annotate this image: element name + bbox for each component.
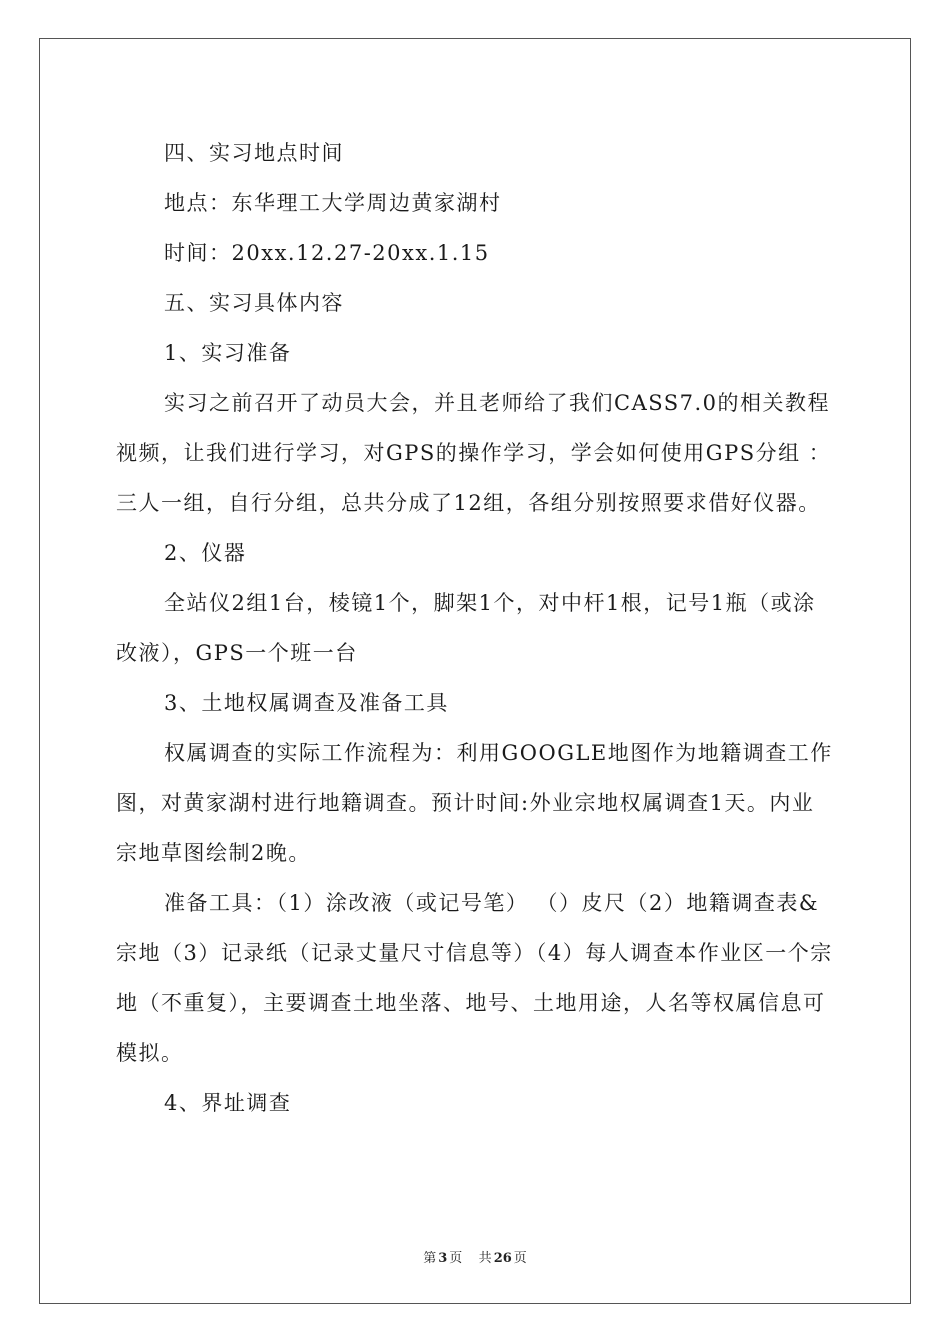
footer-page-number: 3 (438, 1251, 448, 1266)
document-body (116, 128, 836, 1128)
subheading-preparation: 1、实习准备 (164, 341, 292, 365)
footer-page-suffix: 页 (449, 1251, 463, 1266)
footer-page-prefix: 第 (423, 1251, 437, 1266)
footer-total-pages: 26 (493, 1251, 512, 1266)
paragraph-workflow: 权属调查的实际工作流程为：利用GOOGLE地图作为地籍调查工作图，对黄家湖村进行地籍调查。预计时间:外业宗地权属调查1天。内业宗地草图绘制2晚。 (116, 741, 833, 865)
location-line: 地点：东华理工大学周边黄家湖村 (164, 191, 502, 215)
paragraph-tools: 准备工具：（1）涂改液（或记号笔） （）皮尺（2）地籍调查表&宗地（3）记录纸（记录丈量尺寸信息等）（4）每人调查本作业区一个宗地（不重复），主要调查土地坐落、地号、土地用途，人名等权属信息可模拟。 (116, 891, 833, 1065)
subheading-land-survey: 3、土地权属调查及准备工具 (164, 691, 449, 715)
page-footer (0, 1247, 950, 1266)
subheading-instruments: 2、仪器 (164, 541, 247, 565)
footer-total-suffix: 页 (513, 1251, 527, 1266)
section-heading-content: 五、实习具体内容 (164, 291, 344, 315)
section-heading-location-time: 四、实习地点时间 (164, 141, 344, 165)
paragraph-instruments: 全站仪2组1台，棱镜1个，脚架1个，对中杆1根，记号1瓶（或涂改液），GPS一个班一台 (116, 591, 816, 665)
subheading-boundary-survey: 4、界址调查 (164, 1091, 292, 1115)
footer-total-prefix: 共 (478, 1251, 492, 1266)
paragraph-preparation: 实习之前召开了动员大会，并且老师给了我们CASS7.0的相关教程视频，让我们进行学习，对GPS的操作学习，学会如何使用GPS分组 ：三人一组，自行分组，总共分成了12组，各组分别按照要求借好仪器。 (116, 391, 832, 515)
time-line: 时间：20xx.12.27-20xx.1.15 (164, 241, 490, 265)
